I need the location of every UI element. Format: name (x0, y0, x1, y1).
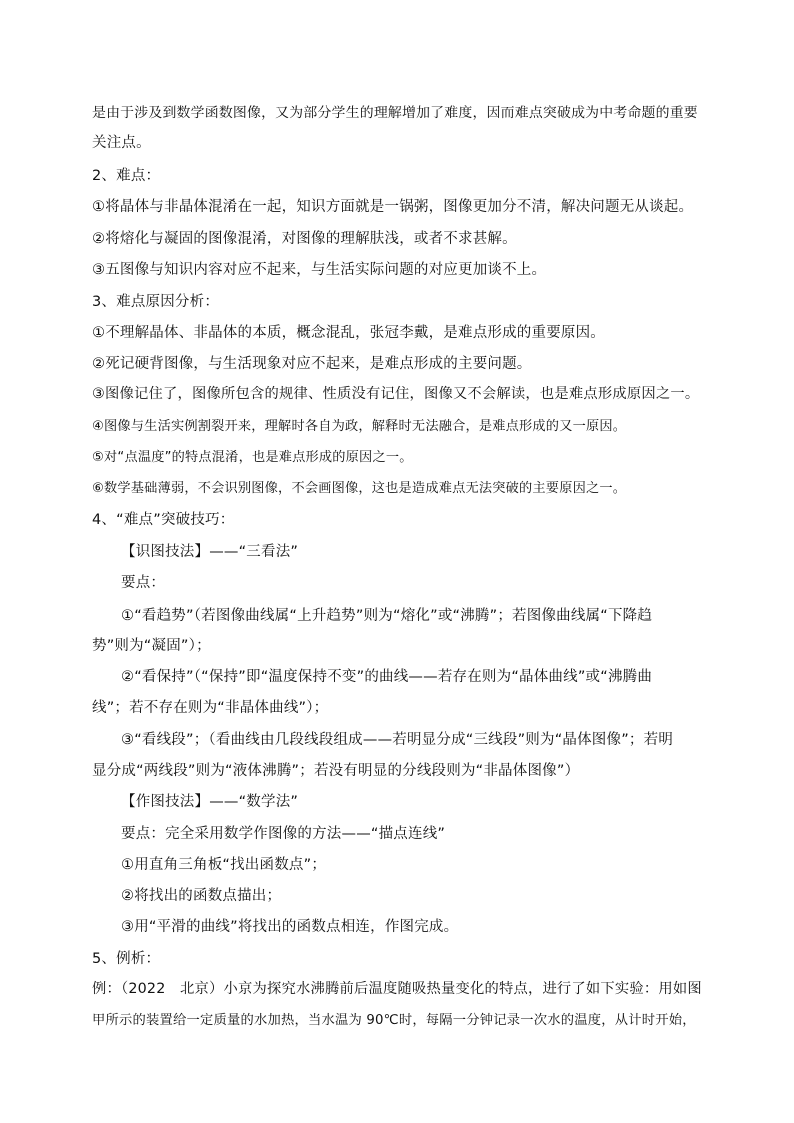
section-heading: 2、难点： (92, 168, 161, 184)
list-item: ③图像记住了，图像所包含的规律、性质没有记住，图像又不会解读，也是难点形成原因之一。 (92, 386, 700, 402)
subsection-heading: 【识图技法】——“三看法” (121, 544, 299, 560)
text-line: 线”；若不存在则为“非晶体曲线”）； (92, 700, 329, 716)
text-line: 要点：完全采用数学作图像的方法——“描点连线” (121, 826, 446, 842)
text-line: 例：（2022 北京）小京为探究水沸腾前后温度随吸热量变化的特点，进行了如下实验：用如图 (92, 981, 702, 997)
text-line: 势”则为“凝固”）； (92, 638, 211, 654)
list-item: ②将熔化与凝固的图像混淆，对图像的理解肤浅，或者不求甚解。 (92, 231, 517, 247)
list-item: ②“看保持”（“保持”即“温度保持不变”的曲线——若存在则为“晶体曲线”或“沸腾曲 (121, 669, 653, 685)
list-item: ①将晶体与非晶体混淆在一起，知识方面就是一锅粥，图像更加分不清，解决问题无从谈起。 (92, 199, 694, 215)
text-line: 是由于涉及到数学函数图像，又为部分学生的理解增加了难度，因而难点突破成为中考命题的重要 (92, 105, 698, 121)
section-heading: 4、“难点”突破技巧： (92, 512, 235, 528)
list-item: ④图像与生活实例割裂开来，理解时各自为政，解释时无法融合，是难点形成的又一原因。 (92, 419, 627, 434)
section-heading: 5、例析： (92, 951, 161, 967)
text-line: 甲所示的装置给一定质量的水加热，当水温为 90℃时，每隔一分钟记录一次水的温度，从计时开始， (92, 1013, 696, 1028)
list-item: ③用“平滑的曲线”将找出的函数点相连，作图完成。 (121, 919, 459, 935)
list-item: ①“看趋势”（若图像曲线属“上升趋势”则为“熔化”或“沸腾”；若图像曲线属“下降趋 (121, 608, 653, 624)
subsection-heading: 【作图技法】——“数学法” (121, 794, 299, 810)
text-line: 显分成“两线段”则为“液体沸腾”；若没有明显的分线段则为“非晶体图像”） (92, 763, 580, 779)
section-heading: 3、难点原因分析： (92, 294, 220, 310)
list-item: ②死记硬背图像，与生活现象对应不起来，是难点形成的主要问题。 (92, 356, 532, 372)
list-item: ①用直角三角板“找出函数点”； (121, 857, 327, 873)
text-line: 要点： (121, 575, 166, 591)
text-line: 关注点。 (92, 135, 151, 151)
list-item: ②将找出的函数点描出； (121, 888, 282, 904)
list-item: ③“看线段”；（看曲线由几段线段组成——若明显分成“三线段”则为“晶体图像”；若明 (121, 732, 674, 748)
list-item: ①不理解晶体、非晶体的本质，概念混乱，张冠李戴，是难点形成的重要原因。 (92, 325, 605, 341)
list-item: ③五图像与知识内容对应不起来，与生活实际问题的对应更加谈不上。 (92, 262, 547, 278)
list-item: ⑥数学基础薄弱，不会识别图像，不会画图像，这也是造成难点无法突破的主要原因之一。 (92, 481, 627, 496)
list-item: ⑤对“点温度”的特点混淆，也是难点形成的原因之一。 (92, 450, 413, 465)
